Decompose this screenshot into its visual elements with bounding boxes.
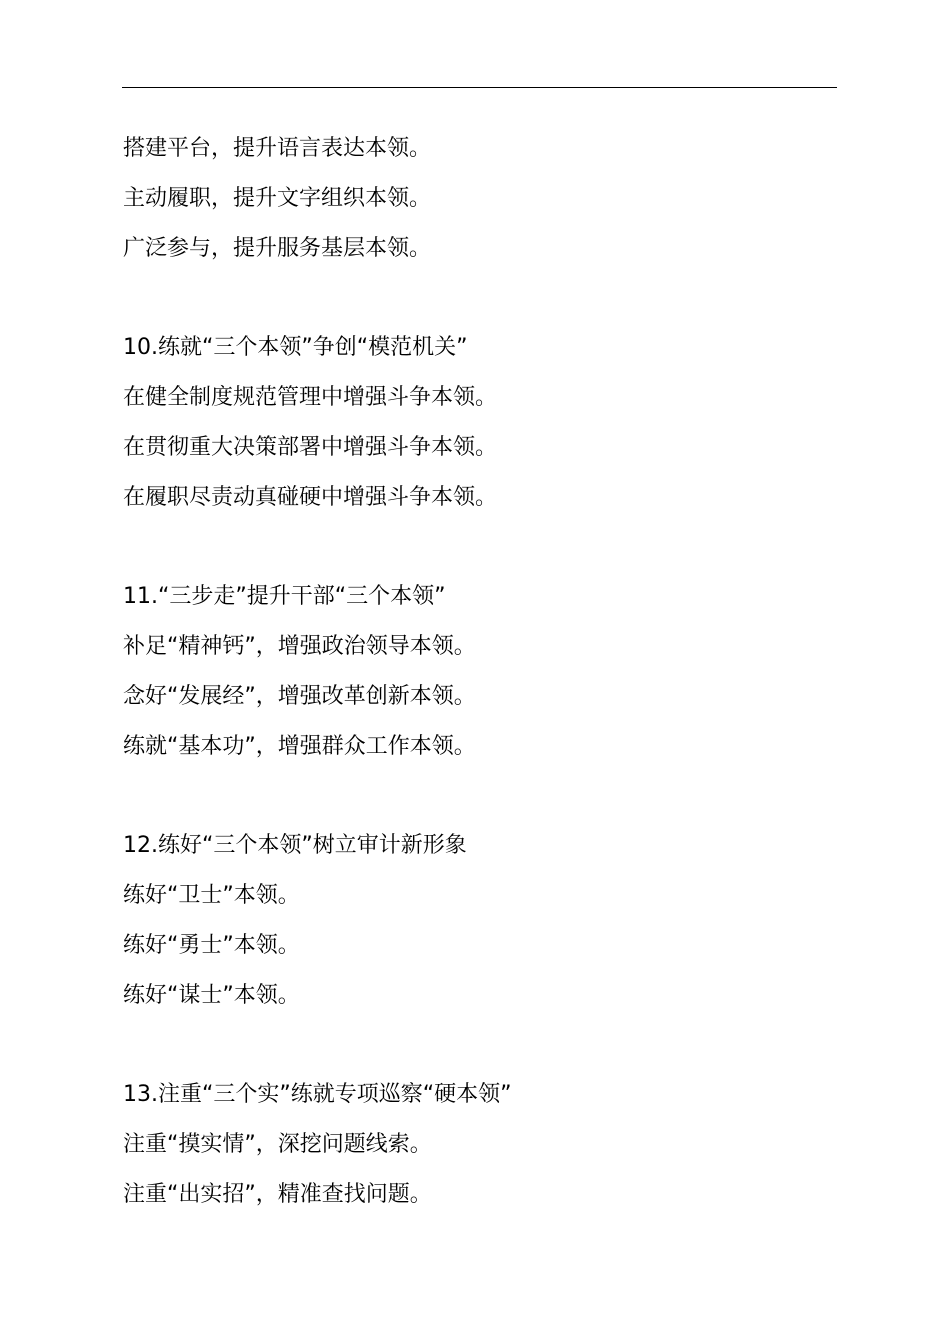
list-item: 搭建平台，提升语言表达本领。 — [123, 136, 432, 161]
list-item: 在履职尽责动真碰硬中增强斗争本领。 — [123, 484, 498, 510]
section-heading: 12.练好“三个本领”树立审计新形象 — [123, 833, 467, 859]
section-heading: 10.练就“三个本领”争创“模范机关” — [123, 335, 468, 361]
list-item: 在健全制度规范管理中增强斗争本领。 — [123, 384, 498, 410]
list-item: 主动履职，提升文字组织本领。 — [123, 185, 432, 211]
list-item: 练好“勇士”本领。 — [123, 932, 300, 958]
header-rule — [122, 87, 837, 88]
section-10 — [123, 323, 837, 522]
list-item: 练好“卫士”本领。 — [123, 882, 300, 908]
section-12 — [123, 821, 837, 1020]
list-item: 注重“出实招”，精准查找问题。 — [123, 1181, 432, 1207]
list-item: 念好“发展经”，增强改革创新本领。 — [123, 683, 476, 709]
list-item: 在贯彻重大决策部署中增强斗争本领。 — [123, 434, 498, 460]
list-item: 广泛参与，提升服务基层本领。 — [123, 235, 432, 261]
section-11 — [123, 572, 837, 771]
list-item: 注重“摸实情”，深挖问题线索。 — [123, 1131, 432, 1157]
list-item: 补足“精神钙”，增强政治领导本领。 — [123, 633, 476, 659]
list-item: 练就“基本功”，增强群众工作本领。 — [123, 733, 476, 759]
section-heading: 13.注重“三个实”练就专项巡察“硬本领” — [123, 1082, 512, 1108]
section-13 — [123, 1070, 837, 1219]
section-heading: 11.“三步走”提升干部“三个本领” — [123, 584, 446, 610]
document-body — [123, 124, 837, 1269]
section-continuation — [123, 124, 837, 273]
list-item: 练好“谋士”本领。 — [123, 982, 300, 1008]
